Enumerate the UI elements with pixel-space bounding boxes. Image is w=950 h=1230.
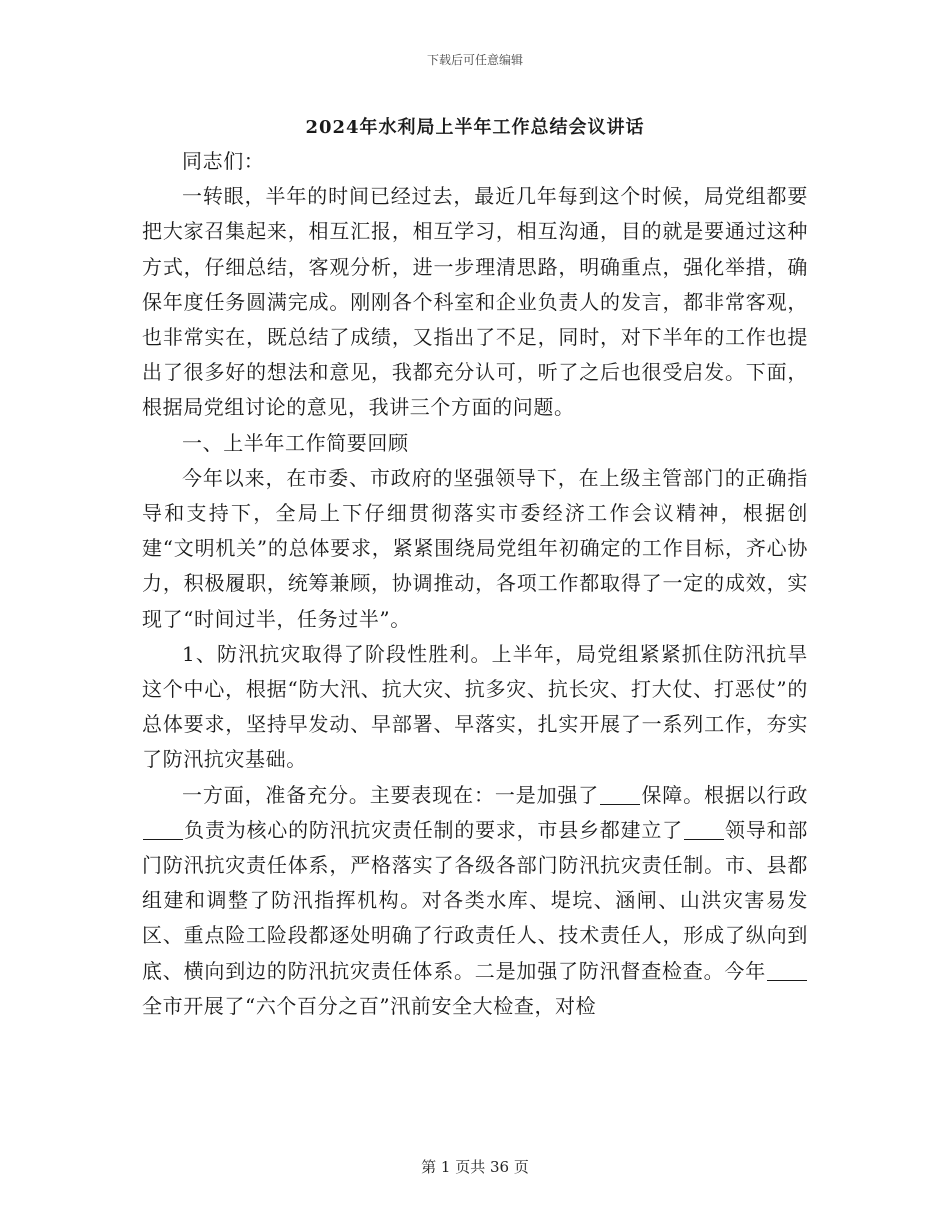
blank-underline <box>767 960 807 981</box>
text-run: 一方面，准备充分。主要表现在：一是加强了 <box>182 782 600 807</box>
text-run: 全市开展了“六个百分之百”汛前安全大检查，对检 <box>142 993 597 1018</box>
text-run: 领导和部门防汛抗灾责任体系，严格落实了各级各部门防汛抗灾责任制。市、县都组建和调整了防汛指挥机构。对各类水库、堤垸、涵闸、山洪灾害易发区、重点险工险段都逐处明确了行政责任人、技术责任人，形成了纵向到底、横向到边的防汛抗灾责任体系。二是加强了防汛督查检查。今年 <box>142 817 808 983</box>
paragraph-review: 今年以来，在市委、市政府的坚强领导下，在上级主管部门的正确指导和支持下，全局上下仔细贯彻落实市委经济工作会议精神，根据创建“文明机关”的总体要求，紧紧围绕局党组年初确定的工作目标，齐心协力，积极履职，统筹兼顾，协调推动，各项工作都取得了一定的成效，实现了“时间过半，任务过半”。 <box>142 465 808 631</box>
blank-underline <box>143 819 183 840</box>
document-title: 2024年水利局上半年工作总结会议讲话 <box>305 117 645 138</box>
text-run: 保障。根据以行政 <box>641 782 808 807</box>
blank-underline <box>684 819 724 840</box>
page-number: 第 1 页共 36 页 <box>421 1158 529 1176</box>
paragraph-preparation <box>142 778 808 1024</box>
section-heading-1: 一、上半年工作简要回顾 <box>182 430 409 455</box>
paragraph-intro: 一转眼，半年的时间已经过去，最近几年每到这个时候，局党组都要把大家召集起来，相互汇报，相互学习，相互沟通，目的就是要通过这种方式，仔细总结，客观分析，进一步理清思路，明确重点，强化举措，确保年度任务圆满完成。刚刚各个科室和企业负责人的发言，都非常客观，也非常实在，既总结了成绩，又指出了不足，同时，对下半年的工作也提出了很多好的想法和意见，我都充分认可，听了之后也很受启发。下面，根据局党组讨论的意见，我讲三个方面的问题。 <box>142 184 808 420</box>
page-footer <box>0 1157 950 1177</box>
paragraph-flood-control: 1、防汛抗灾取得了阶段性胜利。上半年，局党组紧紧抓住防汛抗旱这个中心，根据“防大汛、抗大灾、抗多灾、抗长灾、打大仗、打恶仗”的总体要求，坚持早发动、早部署、早落实，扎实开展了一系列工作，夯实了防汛抗灾基础。 <box>142 641 808 772</box>
page-header <box>0 52 950 68</box>
text-run: 负责为核心的防汛抗灾责任制的要求，市县乡都建立了 <box>184 817 683 842</box>
header-note: 下载后可任意编辑 <box>426 53 523 67</box>
document-body <box>142 144 808 1024</box>
blank-underline <box>600 784 640 805</box>
salutation: 同志们： <box>182 149 265 173</box>
